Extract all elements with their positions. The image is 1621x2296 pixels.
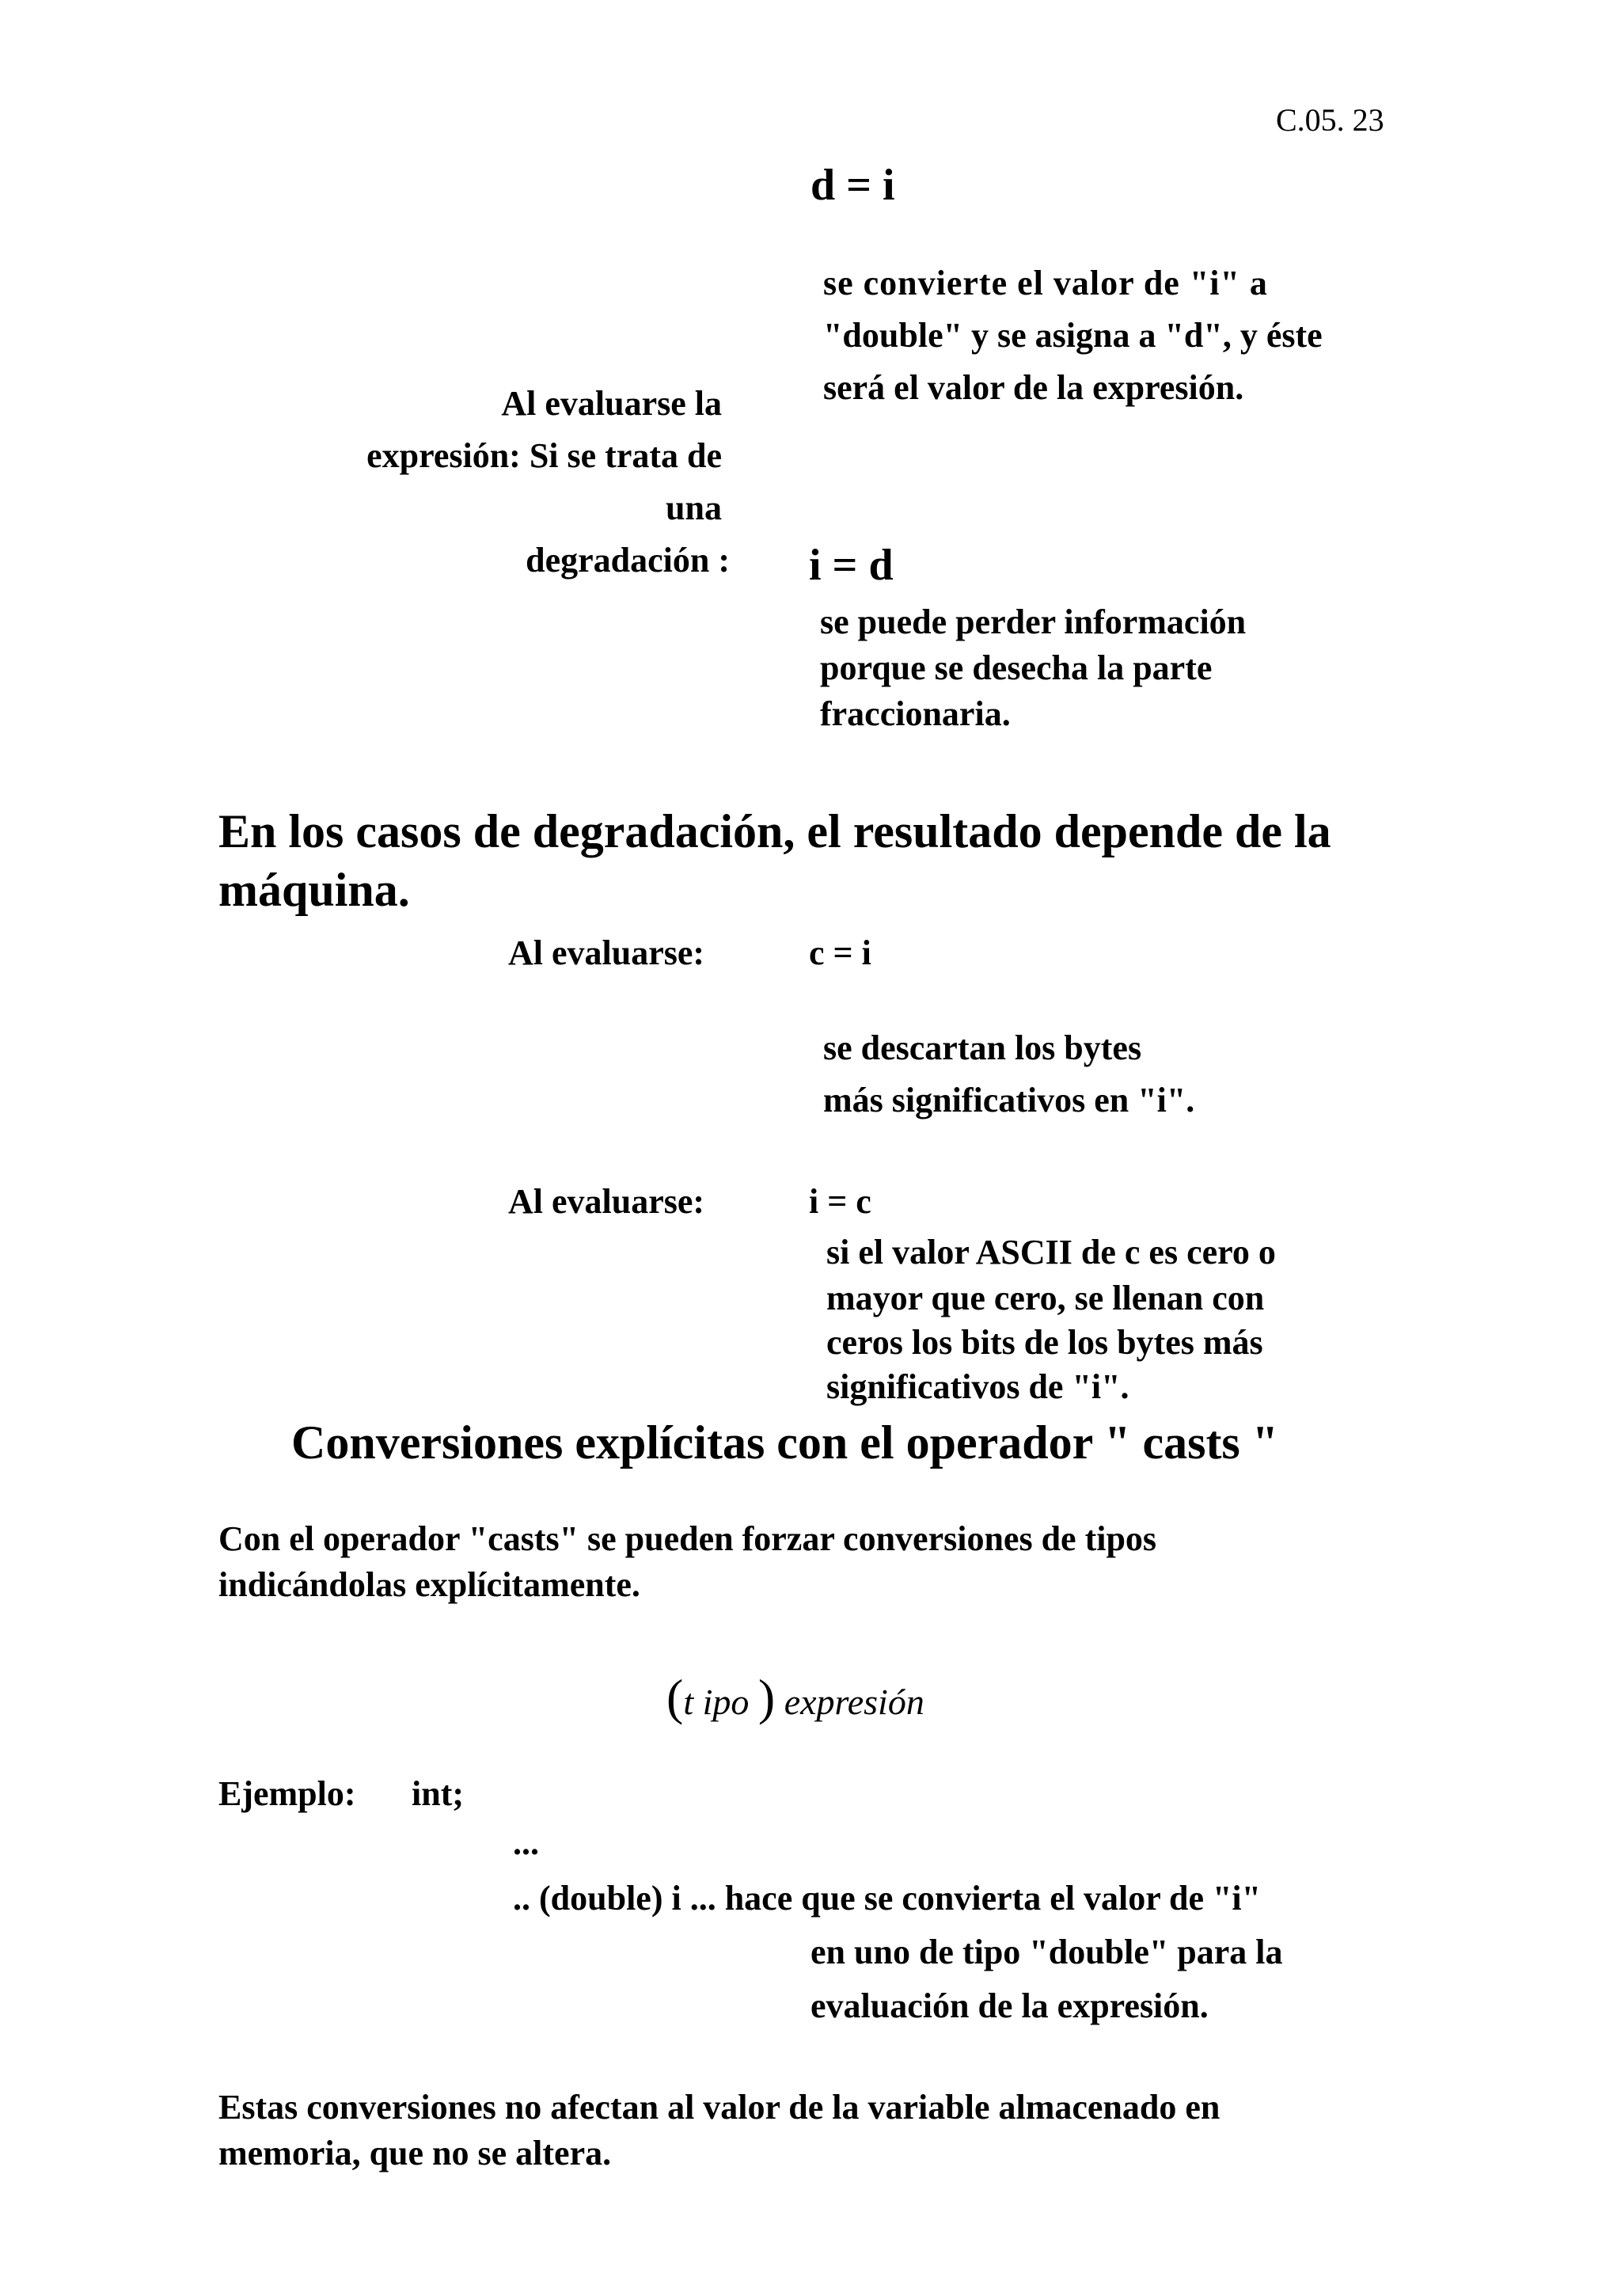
machine-note-line2: máquina. [218,864,410,916]
example-label: Ejemplo: [218,1774,356,1813]
machine-note-line1: En los casos de degradación, el resultado depende de la [218,805,1331,857]
promotion-desc-line2: "double" y se asigna a "d", y éste [823,316,1323,355]
cast-syntax [666,1669,924,1725]
example-dots: ... [513,1823,539,1862]
case-i-desc-line3: ceros los bits de los bytes más [826,1323,1263,1362]
degradation-desc-line1: se puede perder información [820,603,1247,641]
promotion-desc-line3: será el valor de la expresión. [823,368,1244,407]
case-i-label: Al evaluarse: [508,1182,705,1221]
case-c-desc-line2: más significativos en "i". [823,1081,1195,1119]
cast-close-paren: ) [757,1669,776,1725]
casts-heading: Conversiones explícitas con el operador " casts " [291,1416,1279,1469]
side-label-line3: una [666,488,722,527]
closing-line1: Estas conversiones no afectan al valor de la variable almacenado en [218,2088,1220,2127]
promotion-desc-line1: se convierte el valor de "i" a [823,264,1268,302]
side-label-line4: degradación : [526,541,730,580]
side-label-line1: Al evaluarse la [501,384,722,423]
closing-line2: memoria, que no se altera. [218,2134,612,2172]
example-line1: .. (double) i ... hace que se convierta el valor de "i" [513,1879,1262,1918]
example-line2: en uno de tipo "double" para la [810,1933,1283,1971]
degradation-desc-line2: porque se desecha la parte [820,648,1213,687]
degradation-desc-line3: fraccionaria. [820,694,1011,733]
degradation-expression: i = d [809,541,894,590]
promotion-expression: d = i [810,161,895,210]
casts-intro-line2: indicándolas explícitamente. [218,1565,640,1604]
case-c-expression: c = i [809,933,871,972]
example-line3: evaluación de la expresión. [810,1986,1209,2025]
cast-expression: expresión [784,1682,924,1722]
case-c-label: Al evaluarse: [508,933,705,972]
case-i-desc-line1: si el valor ASCII de c es cero o [826,1233,1276,1272]
case-i-desc-line2: mayor que cero, se llenan con [826,1279,1265,1317]
example-declaration: int; [412,1774,464,1813]
case-i-expression: i = c [809,1182,871,1221]
side-label-line2: expresión: Si se trata de [366,436,722,475]
cast-open-paren: ( [666,1669,684,1725]
cast-type: t ipo [683,1682,750,1722]
case-i-desc-line4: significativos de "i". [826,1367,1129,1406]
casts-intro-line1: Con el operador "casts" se pueden forzar conversiones de tipos [218,1519,1157,1558]
page-number: C.05. 23 [1276,102,1384,138]
case-c-desc-line1: se descartan los bytes [823,1028,1142,1067]
